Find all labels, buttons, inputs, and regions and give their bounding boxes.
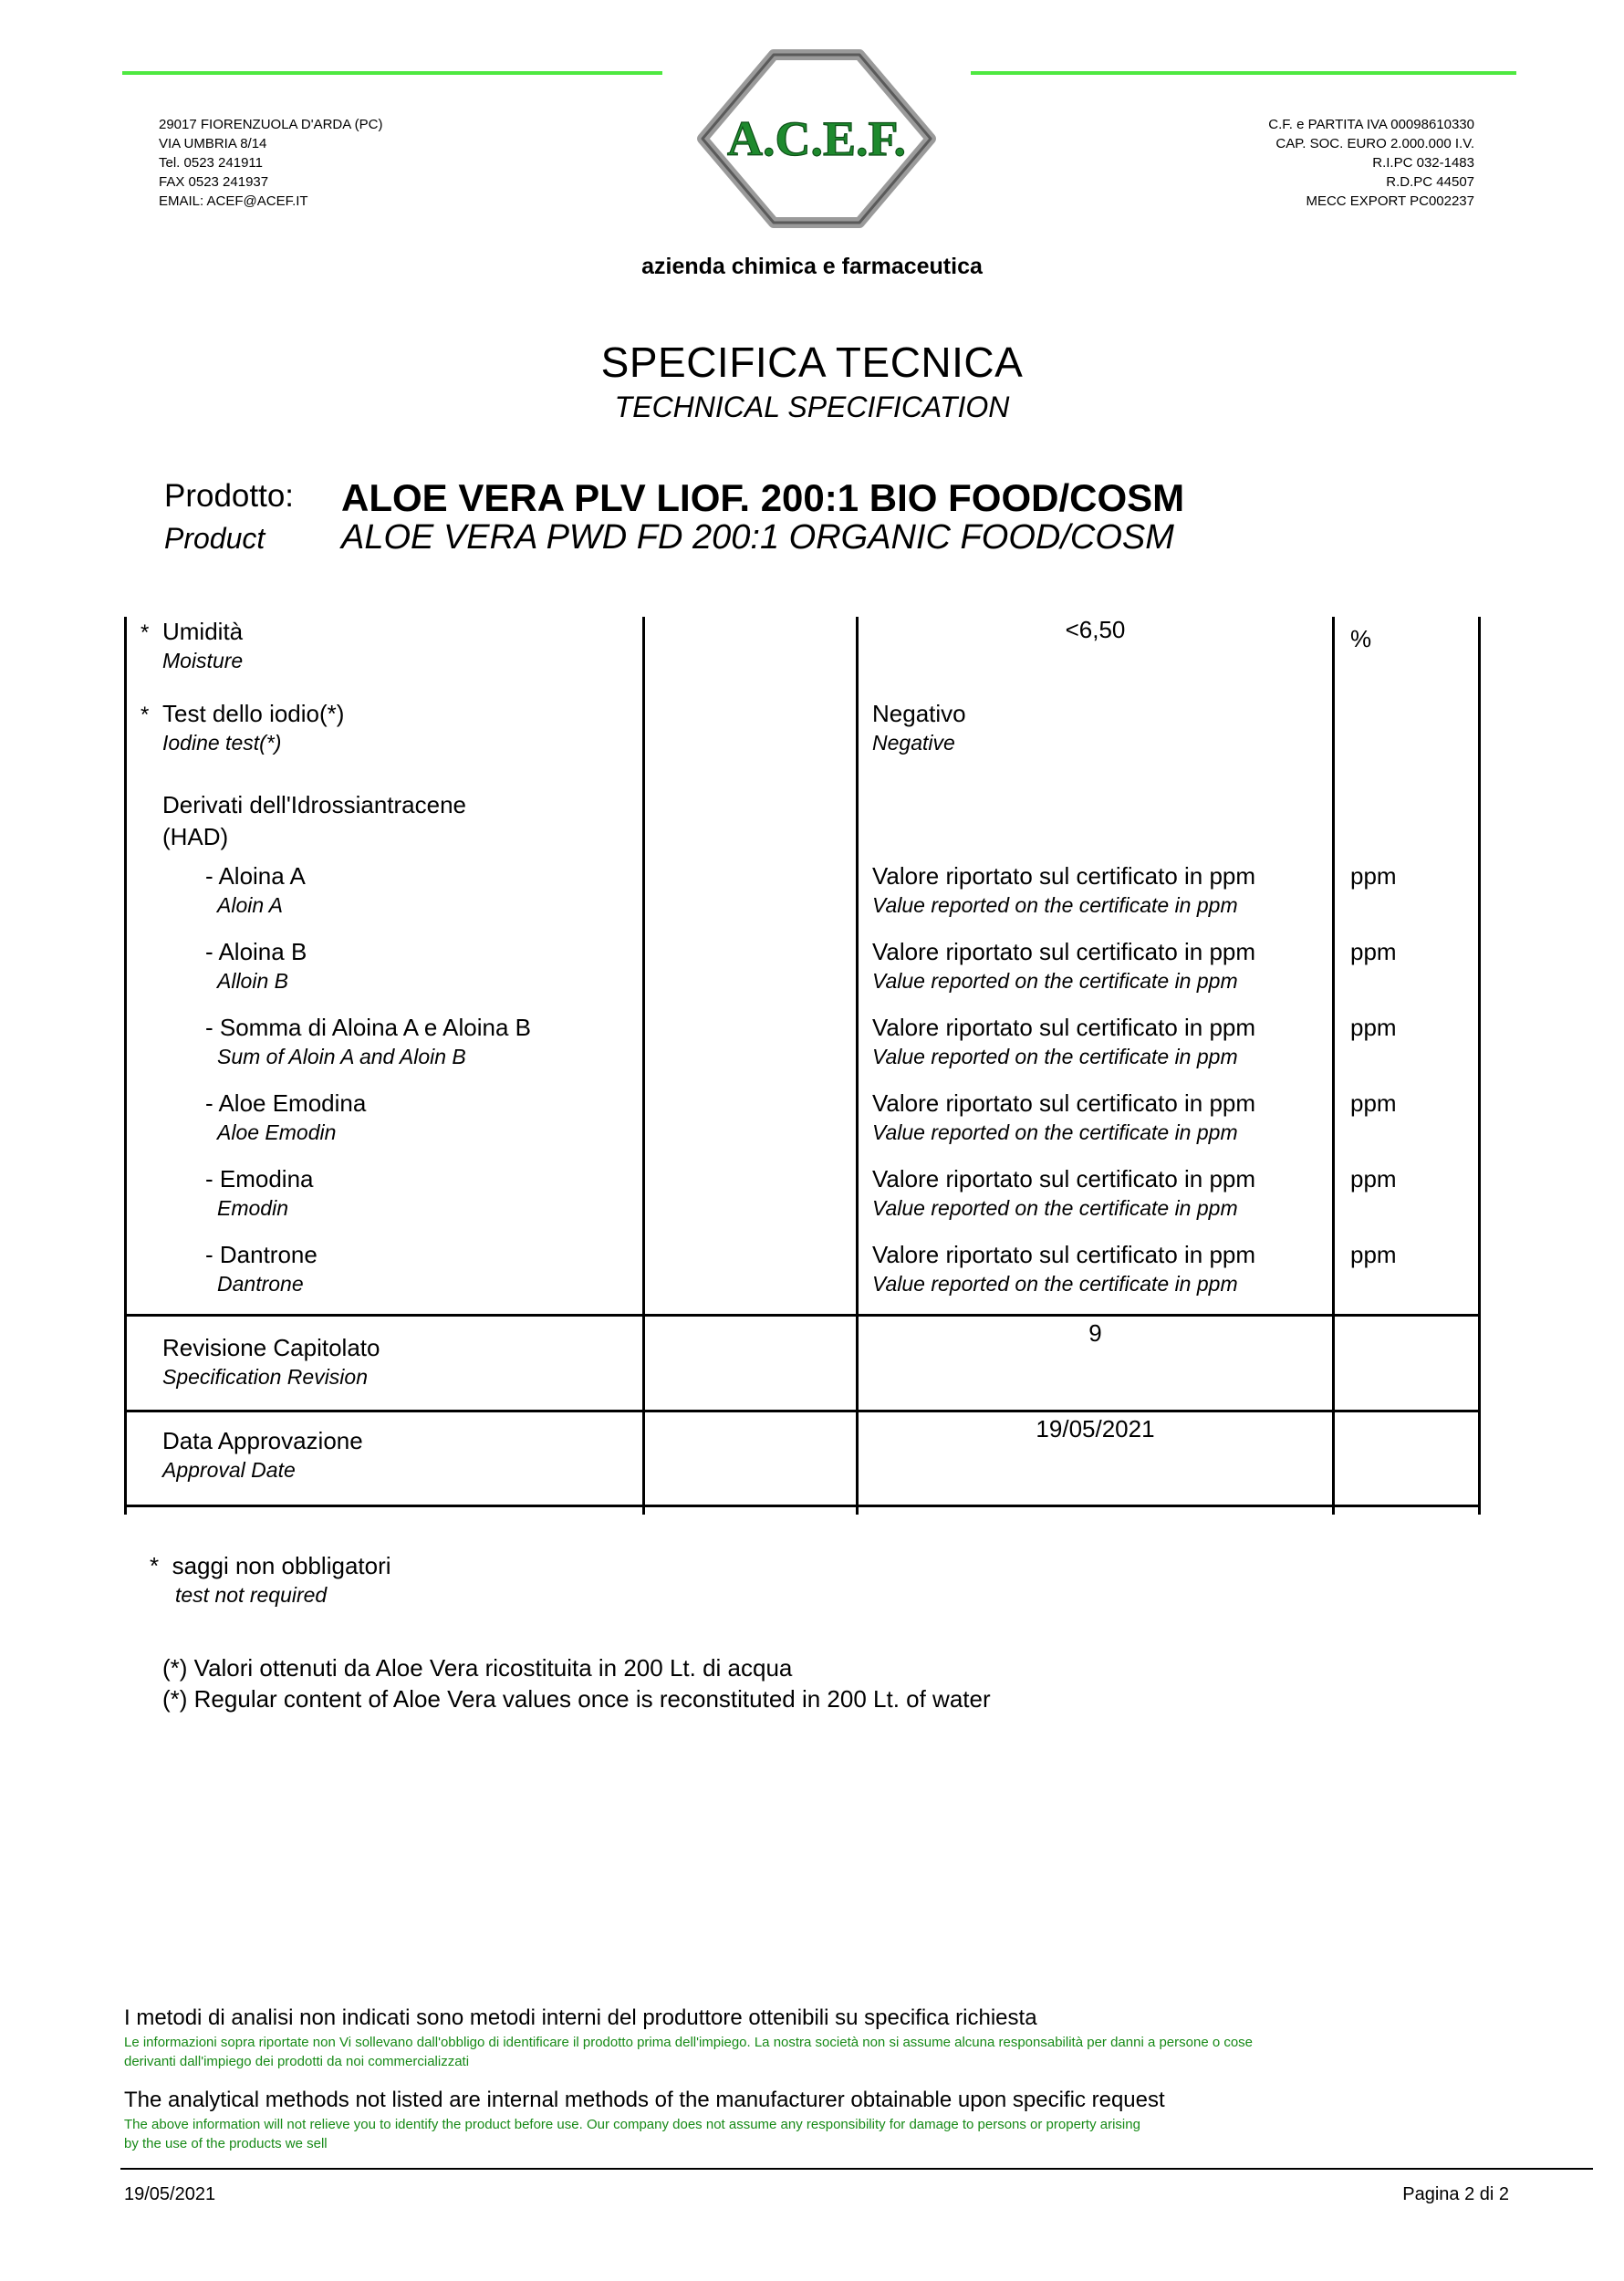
moisture-label-it: Umidità bbox=[162, 618, 244, 645]
moisture-value: <6,50 bbox=[1065, 616, 1126, 643]
emodin-value-it: Valore riportato sul certificato in ppm bbox=[872, 1165, 1256, 1193]
not-required-marker: * bbox=[141, 620, 150, 645]
aloin-b-value-en: Value reported on the certificate in ppm bbox=[872, 969, 1238, 993]
emodin-label-en: Emodin bbox=[217, 1196, 288, 1220]
aloin-sum-value-it: Valore riportato sul certificato in ppm bbox=[872, 1014, 1256, 1041]
footer-methods-en: The analytical methods not listed are internal methods of the manufacturer obtainable upon specific request bbox=[124, 2088, 1165, 2112]
aloin-b-label-it: - Aloina B bbox=[205, 938, 307, 965]
logo-text: A.C.E.F. bbox=[726, 111, 907, 166]
table-row-divider bbox=[124, 1410, 1481, 1412]
footer-methods-it: I metodi di analisi non indicati sono metodi interni del produttore ottenibili su specifica richiesta bbox=[124, 2005, 1037, 2030]
aloe-emodin-value-en: Value reported on the certificate in ppm bbox=[872, 1120, 1238, 1144]
product-name-it: ALOE VERA PLV LIOF. 200:1 BIO FOOD/COSM bbox=[341, 476, 1185, 519]
company-logo bbox=[664, 47, 969, 230]
emodin-label-it: - Emodina bbox=[205, 1165, 314, 1193]
iodine-label-it: Test dello iodio(*) bbox=[162, 700, 345, 727]
had-label-line1: Derivati dell'Idrossiantracene bbox=[162, 791, 467, 818]
footer-date: 19/05/2021 bbox=[124, 2184, 216, 2204]
approval-label-it: Data Approvazione bbox=[162, 1427, 363, 1454]
aloin-b-label-en: Alloin B bbox=[217, 969, 288, 993]
document-subtitle: TECHNICAL SPECIFICATION bbox=[614, 391, 1010, 423]
footer-disclaimer-en-1: The above information will not relieve you to identify the product before use. Our company does not assume any responsibility for damage to persons or property arising bbox=[124, 2117, 1140, 2132]
footer-disclaimer-en-2: by the use of the products we sell bbox=[124, 2136, 328, 2151]
dantrone-value-it: Valore riportato sul certificato in ppm bbox=[872, 1241, 1256, 1268]
product-name-en: ALOE VERA PWD FD 200:1 ORGANIC FOOD/COSM bbox=[341, 518, 1174, 557]
table-border-bottom bbox=[124, 1505, 1481, 1507]
aloin-b-unit: ppm bbox=[1350, 938, 1397, 965]
approval-value: 19/05/2021 bbox=[1036, 1415, 1155, 1443]
aloe-emodin-label-it: - Aloe Emodina bbox=[205, 1089, 367, 1117]
table-border-left bbox=[124, 617, 127, 1515]
registration-line: MECC EXPORT PC002237 bbox=[1306, 193, 1474, 209]
aloin-sum-value-en: Value reported on the certificate in ppm bbox=[872, 1045, 1238, 1068]
had-label-line2: (HAD) bbox=[162, 823, 229, 850]
address-line: EMAIL: ACEF@ACEF.IT bbox=[159, 193, 308, 209]
table-col-divider-1 bbox=[642, 617, 645, 1515]
iodine-value-it: Negativo bbox=[872, 700, 966, 727]
footer-divider bbox=[120, 2168, 1593, 2170]
header-line-left bbox=[122, 71, 662, 75]
note-not-required-it: * saggi non obbligatori bbox=[150, 1552, 391, 1579]
company-tagline: azienda chimica e farmaceutica bbox=[641, 254, 983, 279]
dantrone-label-en: Dantrone bbox=[217, 1272, 304, 1296]
table-row-divider bbox=[124, 1314, 1481, 1317]
aloin-a-value-en: Value reported on the certificate in ppm bbox=[872, 893, 1238, 917]
dantrone-value-en: Value reported on the certificate in ppm bbox=[872, 1272, 1238, 1296]
aloin-sum-label-en: Sum of Aloin A and Aloin B bbox=[217, 1045, 466, 1068]
aloin-sum-unit: ppm bbox=[1350, 1014, 1397, 1041]
revision-label-it: Revisione Capitolato bbox=[162, 1334, 380, 1361]
company-address bbox=[159, 115, 382, 211]
dantrone-unit: ppm bbox=[1350, 1241, 1397, 1268]
dantrone-label-it: - Dantrone bbox=[205, 1241, 318, 1268]
note-not-required-en: test not required bbox=[175, 1583, 328, 1607]
aloin-a-unit: ppm bbox=[1350, 862, 1397, 890]
aloe-emodin-value-it: Valore riportato sul certificato in ppm bbox=[872, 1089, 1256, 1117]
registration-line: R.D.PC 44507 bbox=[1386, 174, 1474, 190]
note-water-it: (*) Valori ottenuti da Aloe Vera ricostituita in 200 Lt. di acqua bbox=[162, 1654, 793, 1682]
iodine-value-en: Negative bbox=[872, 731, 955, 755]
footer-disclaimer-it-1: Le informazioni sopra riportate non Vi sollevano dall'obbligo di identificare il prodotto prima dell'impiego. La nostra società non si assume alcuna responsabilità per danni a persone o cose bbox=[124, 2035, 1254, 2050]
emodin-unit: ppm bbox=[1350, 1165, 1397, 1193]
aloin-a-label-en: Aloin A bbox=[217, 893, 284, 917]
not-required-marker: * bbox=[141, 703, 150, 727]
revision-label-en: Specification Revision bbox=[162, 1365, 369, 1389]
registration-line: C.F. e PARTITA IVA 00098610330 bbox=[1268, 117, 1474, 132]
revision-value: 9 bbox=[1088, 1319, 1102, 1347]
address-line: Tel. 0523 241911 bbox=[159, 155, 263, 171]
registration-line: CAP. SOC. EURO 2.000.000 I.V. bbox=[1275, 136, 1474, 151]
aloin-a-label-it: - Aloina A bbox=[205, 862, 306, 890]
aloin-sum-label-it: - Somma di Aloina A e Aloina B bbox=[205, 1014, 531, 1041]
document-title: SPECIFICA TECNICA bbox=[600, 339, 1024, 386]
product-label-it: Prodotto: bbox=[164, 478, 295, 514]
approval-label-en: Approval Date bbox=[162, 1458, 296, 1482]
aloe-emodin-label-en: Aloe Emodin bbox=[217, 1120, 337, 1144]
aloin-b-value-it: Valore riportato sul certificato in ppm bbox=[872, 938, 1256, 965]
registration-line: R.I.PC 032-1483 bbox=[1372, 155, 1474, 171]
footer-disclaimer-it-2: derivanti dall'impiego dei prodotti da noi commercializzati bbox=[124, 2054, 470, 2069]
address-line: 29017 FIORENZUOLA D'ARDA (PC) bbox=[159, 117, 383, 132]
product-label-en: Product bbox=[164, 522, 265, 555]
company-registration bbox=[1268, 115, 1474, 211]
header-line-right bbox=[971, 71, 1516, 75]
page-number: Pagina 2 di 2 bbox=[1402, 2184, 1509, 2204]
note-water-en: (*) Regular content of Aloe Vera values once is reconstituted in 200 Lt. of water bbox=[162, 1685, 991, 1713]
address-line: VIA UMBRIA 8/14 bbox=[159, 136, 267, 151]
emodin-value-en: Value reported on the certificate in ppm bbox=[872, 1196, 1238, 1220]
moisture-unit: % bbox=[1350, 625, 1372, 652]
aloin-a-value-it: Valore riportato sul certificato in ppm bbox=[872, 862, 1256, 890]
aloe-emodin-unit: ppm bbox=[1350, 1089, 1397, 1117]
table-col-divider-2 bbox=[856, 617, 859, 1515]
table-col-divider-3 bbox=[1332, 617, 1335, 1515]
moisture-label-en: Moisture bbox=[162, 649, 244, 672]
address-line: FAX 0523 241937 bbox=[159, 174, 269, 190]
table-border-right bbox=[1478, 617, 1481, 1515]
iodine-label-en: Iodine test(*) bbox=[162, 731, 282, 755]
